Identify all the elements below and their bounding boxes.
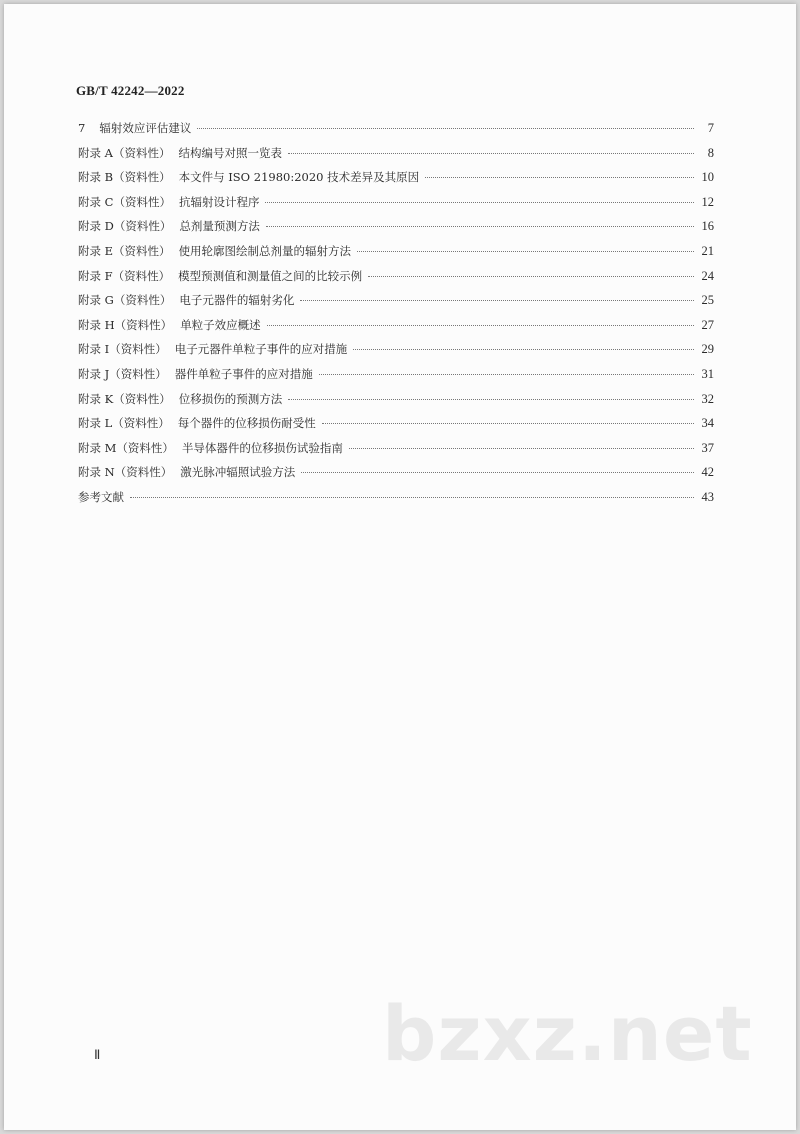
- toc-entry-page: 8: [707, 145, 714, 160]
- toc-entry-label: 附录 L（资料性）: [78, 416, 170, 431]
- toc-leader-dots: [266, 226, 694, 227]
- toc-entry-page: 24: [701, 268, 714, 283]
- toc-entry[interactable]: [78, 391, 714, 416]
- toc-entry-page: 34: [701, 416, 714, 431]
- toc-entry[interactable]: [78, 366, 714, 391]
- toc-entry-page: 7: [707, 121, 714, 135]
- page-number: Ⅱ: [94, 1047, 101, 1062]
- toc-leader-dots: [357, 251, 694, 252]
- toc-leader-dots: [130, 497, 694, 498]
- toc-entry-references[interactable]: [78, 489, 714, 514]
- toc-entry-label: 附录 M（资料性）: [78, 440, 174, 455]
- toc-entry[interactable]: [78, 464, 714, 489]
- standard-code: GB/T 42242—2022: [76, 83, 185, 98]
- toc-entry-title: 模型预测值和测量值之间的比较示例: [178, 268, 363, 283]
- toc-entry-title: 电子元器件单粒子事件的应对措施: [174, 342, 348, 357]
- toc-entry-page: 31: [701, 366, 714, 381]
- toc-leader-dots: [425, 177, 694, 178]
- toc-entry[interactable]: [78, 341, 714, 366]
- toc-leader-dots: [368, 276, 694, 277]
- toc-entry-title: 总剂量预测方法: [179, 219, 260, 234]
- toc-entry[interactable]: [78, 292, 714, 317]
- toc-entry-page: 16: [701, 219, 714, 234]
- toc-leader-dots: [300, 300, 694, 301]
- toc-entry-label: 附录 E（资料性）: [78, 243, 171, 258]
- toc-entry-label: 附录 H（资料性）: [78, 317, 173, 332]
- toc-entry-page: 10: [701, 170, 714, 185]
- toc-entry-label: 7: [78, 121, 86, 135]
- toc-entry-page: 27: [701, 317, 714, 332]
- toc-entry-label: 附录 A（资料性）: [78, 145, 171, 160]
- toc-leader-dots: [265, 202, 694, 203]
- toc-leader-dots: [319, 374, 694, 375]
- toc-entry-label: 附录 I（资料性）: [78, 342, 167, 357]
- toc-entry-page: 37: [701, 440, 714, 455]
- toc-entry-label: 附录 N（资料性）: [78, 465, 173, 480]
- toc-entry-label: 附录 G（资料性）: [78, 293, 172, 308]
- toc-leader-dots: [267, 325, 694, 326]
- watermark: bzxz.net: [382, 989, 753, 1078]
- toc-entry[interactable]: [78, 440, 714, 465]
- toc-entry-label: 参考文献: [78, 489, 124, 504]
- toc-entry-page: 21: [701, 243, 714, 258]
- toc-entry-title: 半导体器件的位移损伤试验指南: [181, 440, 343, 455]
- toc-entry[interactable]: [78, 145, 714, 170]
- toc-entry-page: 42: [701, 465, 714, 480]
- toc-entry-title: 每个器件的位移损伤耐受性: [177, 416, 316, 431]
- toc-entry[interactable]: [78, 317, 714, 342]
- toc-entry-title: 电子元器件的辐射劣化: [179, 293, 295, 308]
- toc-leader-dots: [301, 472, 694, 473]
- toc-entry[interactable]: [78, 120, 714, 145]
- toc-entry-title: 激光脉冲辐照试验方法: [180, 465, 296, 480]
- toc-entry-title: 器件单粒子事件的应对措施: [174, 366, 313, 381]
- toc-entry-title: 辐射效应评估建议: [99, 121, 192, 135]
- toc-entry-label: 附录 C（资料性）: [78, 194, 171, 209]
- toc-entry[interactable]: [78, 415, 714, 440]
- toc-entry-label: 附录 K（资料性）: [78, 391, 171, 406]
- table-of-contents: [78, 120, 714, 514]
- toc-entry-title: 抗辐射设计程序: [178, 194, 260, 209]
- toc-leader-dots: [349, 448, 694, 449]
- toc-entry[interactable]: [78, 243, 714, 268]
- toc-entry-page: 43: [701, 489, 714, 504]
- toc-entry[interactable]: [78, 268, 714, 293]
- toc-entry-label: 附录 B（资料性）: [78, 170, 171, 185]
- toc-entry-page: 25: [701, 293, 714, 308]
- toc-leader-dots: [288, 153, 694, 154]
- toc-entry-page: 32: [701, 391, 714, 406]
- toc-leader-dots: [288, 399, 694, 400]
- toc-entry-title: 使用轮廓图绘制总剂量的辐射方法: [178, 243, 352, 258]
- document-page: [4, 4, 796, 1130]
- toc-leader-dots: [353, 349, 694, 350]
- toc-entry[interactable]: [78, 169, 714, 194]
- toc-entry-title: 本文件与 ISO 21980:2020 技术差异及其原因: [178, 170, 420, 185]
- toc-entry-title: 单粒子效应概述: [180, 317, 261, 332]
- toc-entry-title: 位移损伤的预测方法: [178, 391, 283, 406]
- toc-entry[interactable]: [78, 194, 714, 219]
- toc-entry-label: 附录 D（资料性）: [78, 219, 172, 234]
- toc-entry-label: 附录 J（资料性）: [78, 366, 167, 381]
- toc-entry-page: 29: [701, 342, 714, 357]
- toc-leader-dots: [322, 423, 694, 424]
- toc-leader-dots: [197, 128, 694, 129]
- toc-entry-title: 结构编号对照一览表: [178, 145, 282, 160]
- toc-entry-page: 12: [701, 194, 714, 209]
- toc-entry-label: 附录 F（资料性）: [78, 268, 171, 283]
- toc-entry[interactable]: [78, 218, 714, 243]
